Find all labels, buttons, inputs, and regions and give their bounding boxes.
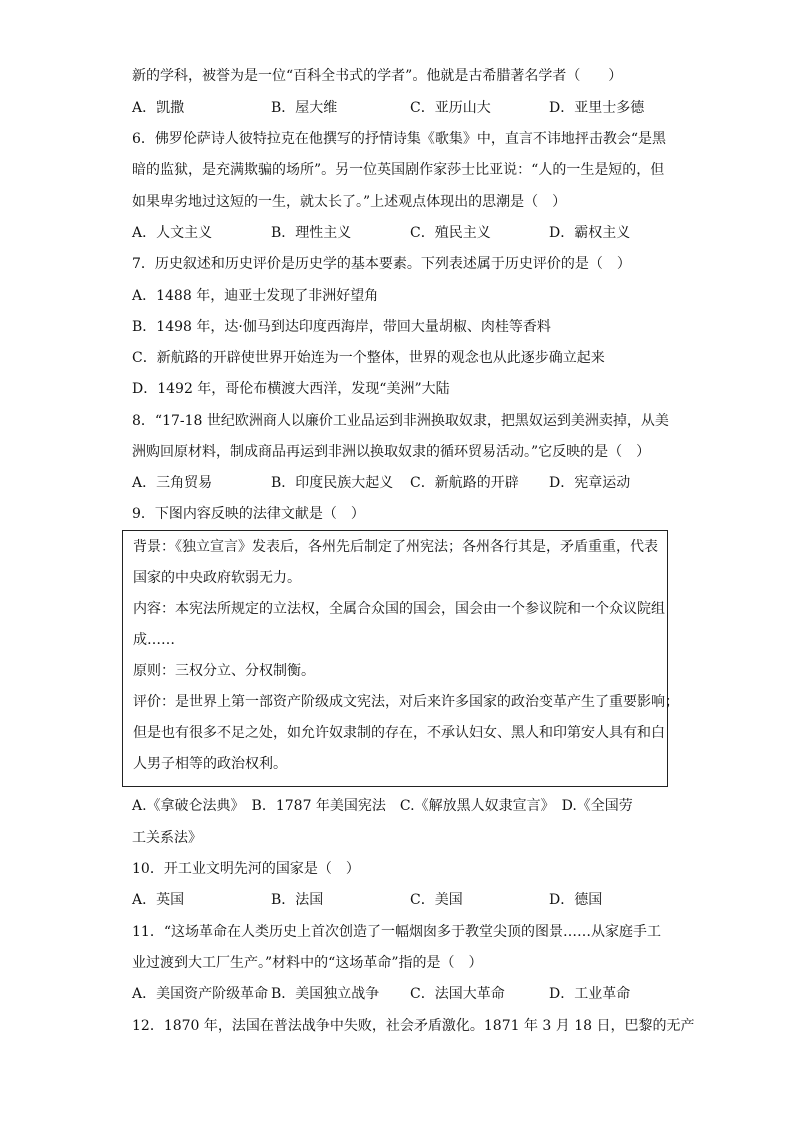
q10-option-c[interactable]: C．美国: [410, 892, 463, 908]
q8-option-a[interactable]: A．三角贸易: [132, 475, 213, 491]
q11-option-b[interactable]: B．美国独立战争: [271, 986, 380, 1002]
q9-box-line-4: 成……: [133, 632, 175, 648]
q8-stem-line-2: 洲购回原材料，制成商品再运到非洲以换取奴隶的循环贸易活动。”它反映的是（ ）: [132, 444, 651, 460]
q9-stem: 9．下图内容反映的法律文献是（ ）: [132, 506, 365, 522]
q6-stem-line-3: 如果卑劣地过这短的一生，就太长了。”上述观点体现出的思潮是（ ）: [132, 194, 567, 210]
q11-stem-line-2: 业过渡到大工厂生产。”材料中的“这场革命”指的是（ ）: [132, 955, 483, 971]
q9-material-box: [122, 530, 679, 787]
q11-stem-line-1: 11．“这场革命在人类历史上首次创造了一幅烟囱多于教堂尖顶的图景……从家庭手工: [132, 924, 661, 940]
q8-option-b[interactable]: B．印度民族大起义: [271, 475, 394, 491]
q7-option-b[interactable]: B．1498 年，达·伽马到达印度西海岸，带回大量胡椒、肉桂等香料: [132, 319, 551, 335]
q12-stem: 12．1870 年，法国在普法战争中失败，社会矛盾激化。1871 年 3 月 18 日，巴黎的无产: [132, 1018, 695, 1034]
q10-option-b[interactable]: B．法国: [271, 892, 324, 908]
q6-stem-line-1: 6．佛罗伦萨诗人彼特拉克在他撰写的抒情诗集《歌集》中，直言不讳地抨击教会“是黑: [132, 131, 667, 147]
q9-box-line-3: 内容：本宪法所规定的立法权，全属合众国的国会，国会由一个参议院和一个众议院组: [133, 601, 665, 617]
q7-option-d[interactable]: D．1492 年，哥伦布横渡大西洋，发现“美洲”大陆: [132, 381, 450, 397]
q7-stem: 7．历史叙述和历史评价是历史学的基本要素。下列表述属于历史评价的是（ ）: [132, 256, 631, 272]
q8-option-c[interactable]: C．新航路的开辟: [410, 475, 519, 491]
q6-option-c[interactable]: C．殖民主义: [410, 225, 491, 241]
q7-option-c[interactable]: C．新航路的开辟使世界开始连为一个整体，世界的观念也从此逐步确立起来: [132, 350, 605, 366]
q9-box-line-7: 但是也有很多不足之处，如允许奴隶制的存在，不承认妇女、黑人和印第安人具有和白: [133, 725, 665, 741]
q9-options-line-2[interactable]: 工关系法》: [132, 830, 202, 846]
q8-stem-line-1: 8．“17-18 世纪欧洲商人以廉价工业品运到非洲换取奴隶，把黑奴运到美洲卖掉，从美: [132, 413, 669, 429]
q6-option-b[interactable]: B．理性主义: [271, 225, 352, 241]
q9-box-line-5: 原则：三权分立、分权制衡。: [133, 663, 315, 679]
q10-stem: 10．开工业文明先河的国家是（ ）: [132, 861, 360, 877]
q8-option-d[interactable]: D．宪章运动: [549, 475, 631, 491]
q9-box-line-1: 背景：《独立宣言》发表后，各州先后制定了州宪法；各州各行其是，矛盾重重，代表: [133, 539, 658, 555]
q9-box-line-6: 评价：是世界上第一部资产阶级成文宪法，对后来许多国家的政治变革产生了重要影响；: [133, 694, 679, 710]
q9-box-line-2: 国家的中央政府软弱无力。: [133, 570, 301, 586]
q5-option-a[interactable]: A．凯撒: [132, 100, 185, 116]
q5-option-c[interactable]: C．亚历山大: [410, 100, 491, 116]
q7-option-a[interactable]: A．1488 年，迪亚士发现了非洲好望角: [132, 288, 379, 304]
q11-option-c[interactable]: C．法国大革命: [410, 986, 505, 1002]
q11-option-a[interactable]: A．美国资产阶级革命: [132, 986, 269, 1002]
q10-option-a[interactable]: A．英国: [132, 892, 185, 908]
q5-option-d[interactable]: D．亚里士多德: [549, 100, 645, 116]
q9-options-line-1[interactable]: A.《拿破仑法典》 B．1787 年美国宪法 C.《解放黑人奴隶宣言》 D.《全国劳: [132, 798, 633, 814]
q6-stem-line-2: 暗的监狱，是充满欺骗的场所”。另一位英国剧作家莎士比亚说：“人的一生是短的，但: [132, 162, 665, 178]
q6-option-d[interactable]: D．霸权主义: [549, 225, 631, 241]
q5-option-b[interactable]: B．屋大维: [271, 100, 338, 116]
q5-stem-tail: 新的学科，被誉为是一位“百科全书式的学者”。他就是古希腊著名学者（ ）: [132, 68, 623, 84]
q6-option-a[interactable]: A．人文主义: [132, 225, 213, 241]
q11-option-d[interactable]: D．工业革命: [549, 986, 631, 1002]
q9-box-line-8: 人男子相等的政治权利。: [133, 756, 287, 772]
q10-option-d[interactable]: D．德国: [549, 892, 603, 908]
